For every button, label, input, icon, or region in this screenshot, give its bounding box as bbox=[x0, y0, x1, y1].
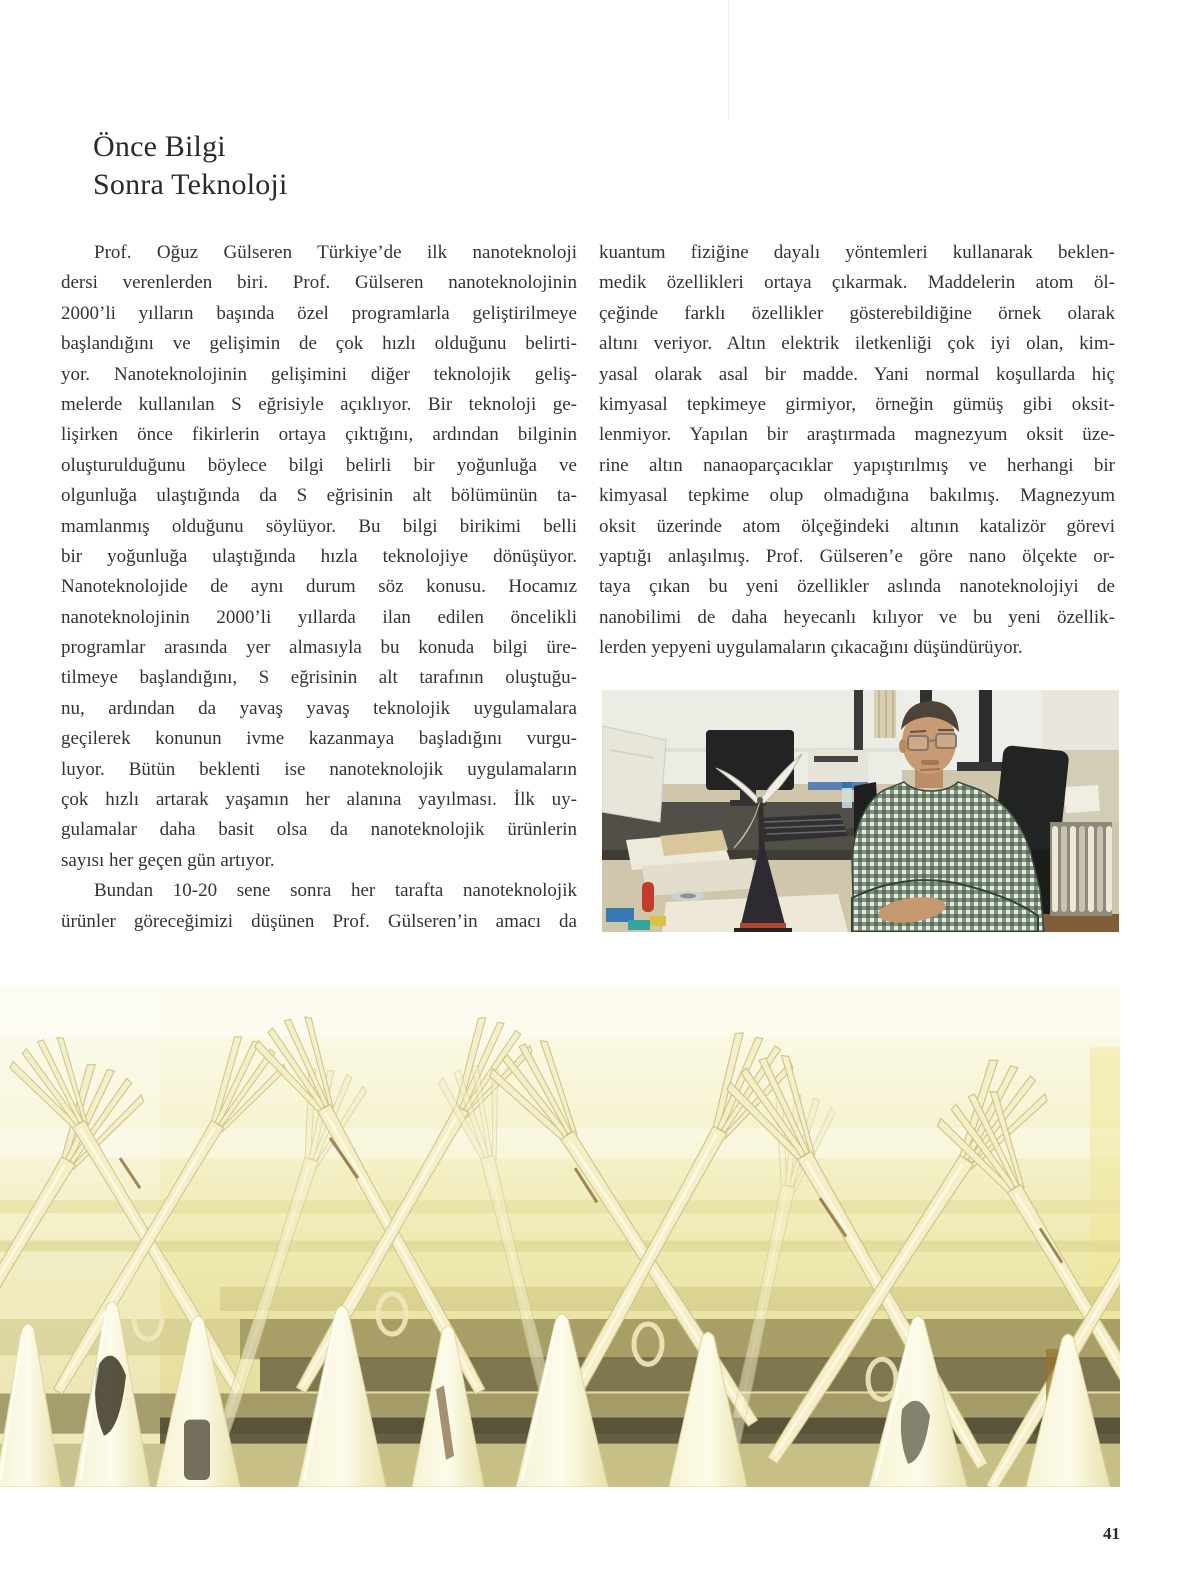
office-photo-illustration bbox=[602, 690, 1119, 932]
text-line: çeğinde farklı özellikler gösterebildiğine örnek olarak bbox=[599, 302, 1115, 324]
text-line: oksit üzerinde atom ölçeğindeki altının katalizör görevi bbox=[599, 515, 1115, 537]
office-photo bbox=[602, 690, 1119, 932]
title-line-1: Önce Bilgi bbox=[93, 130, 226, 163]
text-line: sayısı her geçen gün artıyor. bbox=[61, 849, 275, 871]
text-line: kuantum fiziğine dayalı yöntemleri kullanarak beklen- bbox=[599, 242, 1115, 263]
text-line: yasal olarak asal bir madde. Yani normal koşullarda hiç bbox=[599, 363, 1115, 385]
text-line: kimyasal tepkime olup olmadığına bakılmış. Magnezyum bbox=[599, 485, 1115, 507]
text-line: oluşturulduğunu böylece bilgi belirli bir yoğunluğa ve bbox=[61, 454, 577, 476]
text-line: taya çıkan bu yeni özellikler aslında nanoteknolojiyi de bbox=[599, 576, 1115, 598]
page-title bbox=[93, 128, 288, 204]
text-line: tilmeye başlandığını, S eğrisinin alt tarafının oluştuğu- bbox=[61, 667, 577, 689]
text-line: bir yoğunluğa ulaştığında hızla teknolojiye dönüşüyor. bbox=[61, 545, 577, 567]
text-line: programlar arasında yer almasıyla bu konuda bilgi üre- bbox=[61, 637, 577, 659]
crystal-forks-illustration bbox=[0, 987, 1120, 1487]
text-line: Nanoteknolojide de aynı durum söz konusu. Hocamız bbox=[61, 576, 577, 598]
text-line: medik özellikleri ortaya çıkarmak. Maddelerin atom öl- bbox=[599, 272, 1115, 294]
text-line: dersi verenlerden biri. Prof. Gülseren nanoteknolojinin bbox=[61, 272, 577, 294]
text-line: çok hızlı artarak yaşamın her alanına yayılması. İlk uy- bbox=[61, 789, 577, 811]
crystal-forks-photo bbox=[0, 987, 1120, 1487]
text-line: mamlanmış olduğunu söylüyor. Bu bilgi birikimi belli bbox=[61, 515, 577, 537]
page-number: 41 bbox=[1103, 1524, 1120, 1543]
text-line: luyor. Bütün beklenti ise nanoteknolojik uygulamaların bbox=[61, 758, 577, 780]
text-line: altını veriyor. Altın elektrik iletkenliği çok iyi olan, kim- bbox=[599, 333, 1115, 355]
text-line: olgunluğa ulaştığında da S eğrisinin alt bölümünün ta- bbox=[61, 485, 577, 507]
text-line: nanoteknolojinin 2000’li yıllarda ilan edilen öncelikli bbox=[61, 606, 577, 628]
text-line: kimyasal tepkimeye girmiyor, örneğin gümüş gibi oksit- bbox=[599, 393, 1115, 415]
text-line: lerden yepyeni uygulamaların çıkacağını düşündürüyor. bbox=[599, 637, 1023, 659]
text-line: Prof. Oğuz Gülseren Türkiye’de ilk nanoteknoloji bbox=[94, 242, 577, 263]
text-line: lenmiyor. Yapılan bir araştırmada magnezyum oksit üze- bbox=[599, 424, 1115, 446]
text-line: melerde kullanılan S eğrisiyle açıklıyor. Bir teknoloji ge- bbox=[61, 393, 577, 415]
text-line: rine altın nanaoparçacıklar yapıştırılmış ve herhangi bir bbox=[599, 454, 1115, 476]
text-line: geçilerek konunun ivme kazanmaya başladığını vurgu- bbox=[61, 728, 577, 750]
page-fold-line bbox=[728, 0, 729, 120]
text-line: Bundan 10-20 sene sonra her tarafta nanoteknolojik bbox=[94, 880, 577, 902]
text-line: gulamalar daha basit olsa da nanoteknolojik ürünlerin bbox=[61, 819, 577, 841]
text-line: lişirken önce fikirlerin ortaya çıktığını, ardından bilginin bbox=[61, 424, 577, 446]
text-line: ürünler göreceğimizi düşünen Prof. Gülseren’in amacı da bbox=[61, 910, 577, 932]
title-line-2: Sonra Teknoloji bbox=[93, 168, 288, 201]
text-line: yor. Nanoteknolojinin gelişimini diğer teknolojik geliş- bbox=[61, 363, 577, 385]
column-left bbox=[61, 238, 577, 937]
text-line: yaptığı anlaşılmış. Prof. Gülseren’e göre nano ölçekte or- bbox=[599, 545, 1115, 567]
text-line: 2000’li yılların başında özel programlarla geliştirilmeye bbox=[61, 302, 577, 324]
text-line: nanobilimi de daha heyecanlı kılıyor ve bu yeni özellik- bbox=[599, 606, 1115, 628]
text-line: başlandığını ve gelişimin de çok hızlı olduğunu belirti- bbox=[61, 333, 577, 355]
text-line: nu, ardından da yavaş yavaş teknolojik uygulamalara bbox=[61, 697, 577, 719]
